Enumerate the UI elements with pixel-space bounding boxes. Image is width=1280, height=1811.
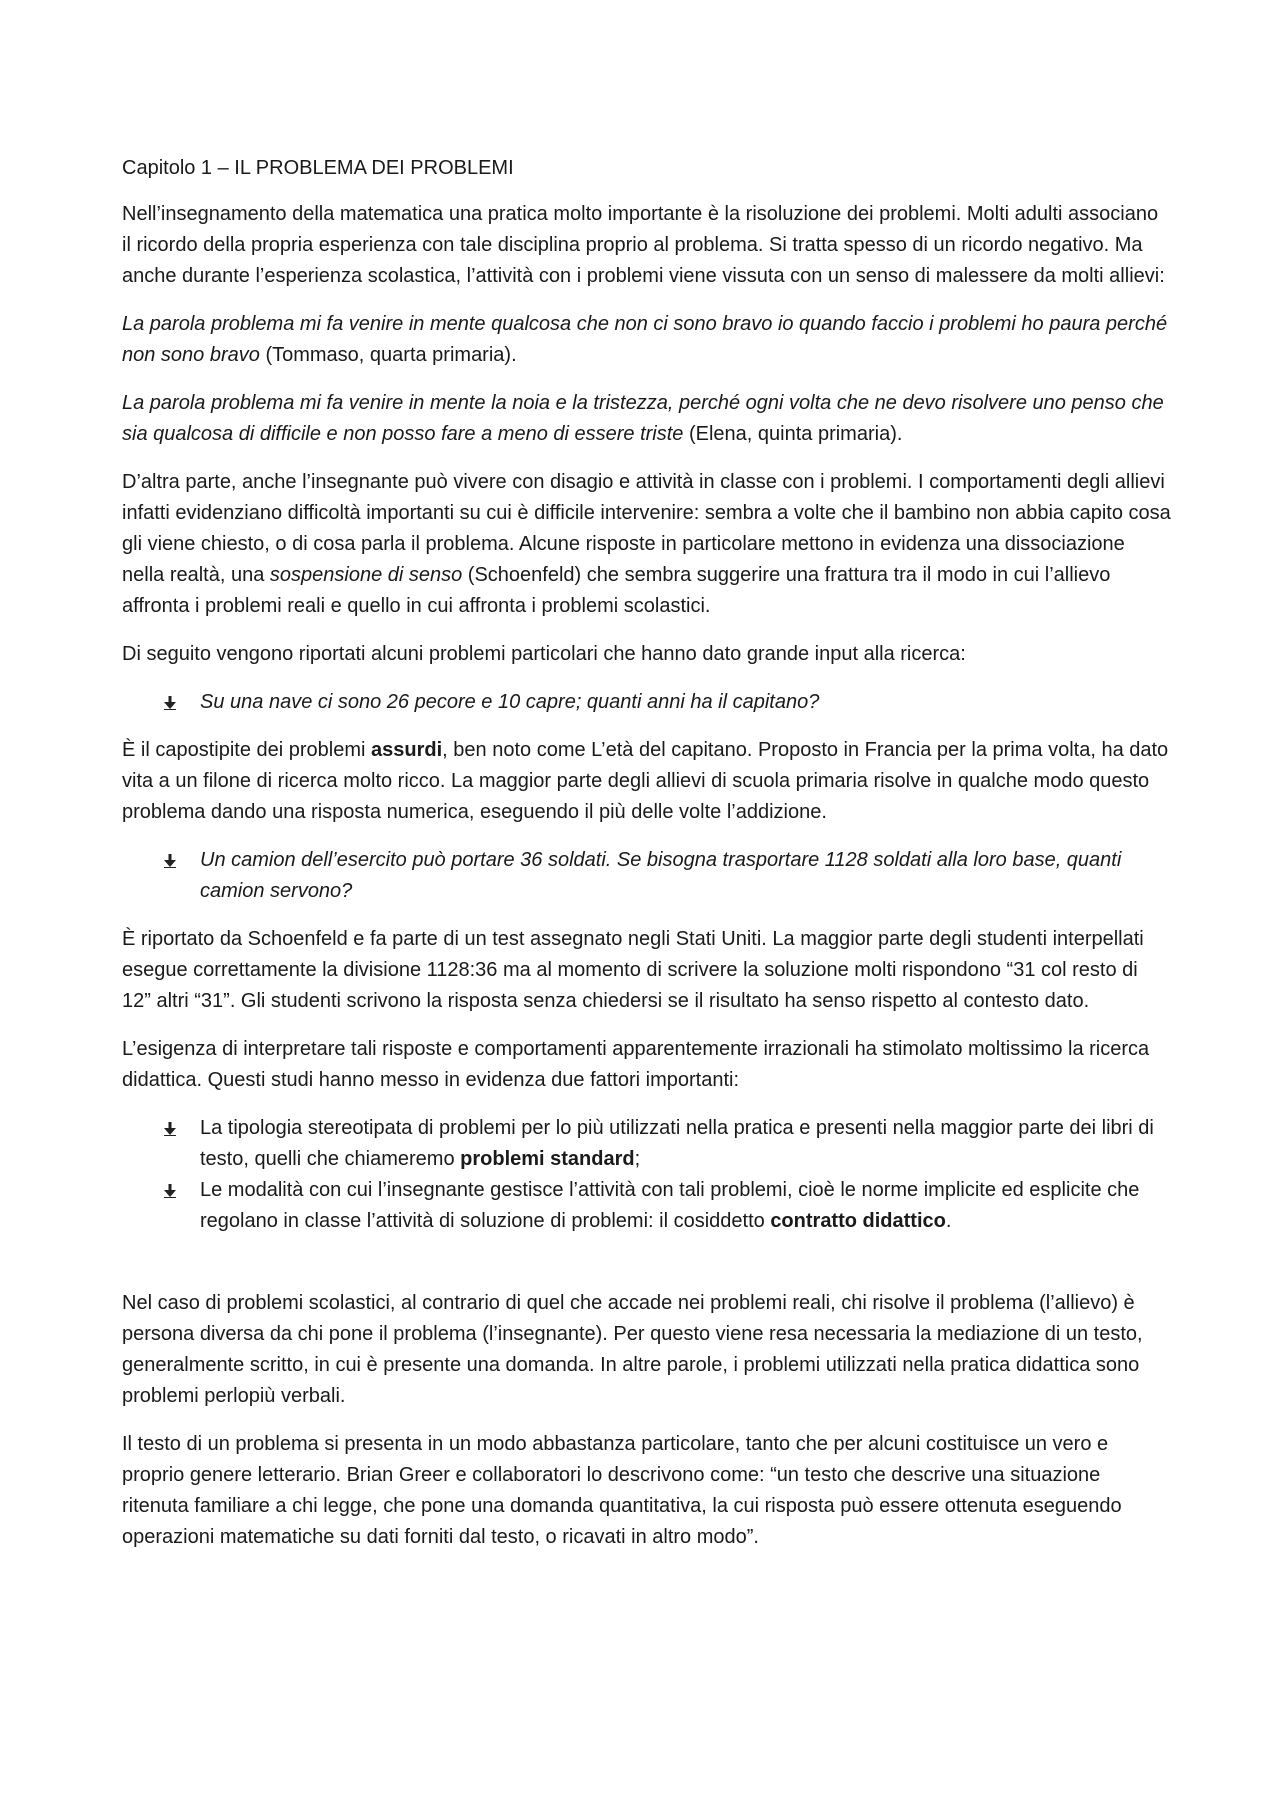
down-arrow-bullet-icon xyxy=(162,1113,178,1144)
down-arrow-bullet-icon xyxy=(162,845,178,876)
quote-attribution: (Tommaso, quarta primaria). xyxy=(259,344,517,366)
problem-text-paragraph: Il testo di un problema si presenta in un modo abbastanza particolare, tanto che per alcuni costituisce un vero e proprio genere letterario. Brian Greer e collaboratori lo descrivono come: “un testo che descrive una situazione ritenuta familiare a chi legge, che pone una domanda quantitativa, la cui risposta può essere ottenuta eseguendo operazioni matematiche su dati forniti dal testo, o ricavati in altro modo”. xyxy=(122,1433,1122,1548)
example2-question: Un camion dell’esercito può portare 36 soldati. Se bisogna trasportare 1128 soldati alla loro base, quanti camion servono? xyxy=(200,849,1122,902)
example1-list xyxy=(122,687,1172,718)
paragraph-text: D’altra parte, anche l’insegnante può vivere con disagio e attività in classe con i problemi. I comportamenti degli allievi infatti evidenziano difficoltà importanti su cui è difficile intervenire: sembra a volte che il bambino non abbia capito cosa gli viene chiesto, o di cosa parla il problema. Alcune risposte in particolare mettono in evidenza una dissociazione nella realtà, una xyxy=(122,471,1171,586)
examples-intro: Di seguito vengono riportati alcuni problemi particolari che hanno dato grande input alla ricerca: xyxy=(122,643,966,665)
list-item xyxy=(122,1113,1172,1175)
example1-question: Su una nave ci sono 26 pecore e 10 capre; quanti anni ha il capitano? xyxy=(200,691,820,713)
paragraph-text: È il capostipite dei problemi xyxy=(122,739,372,761)
school-problems-paragraph: Nel caso di problemi scolastici, al contrario di quel che accade nei problemi reali, chi risolve il problema (l’allievo) è persona diversa da chi pone il problema (l’insegnante). Per questo viene resa necessaria la mediazione di un testo, generalmente scritto, in cui è presente una domanda. In altre parole, i problemi utilizzati nella pratica didattica sono problemi perlopiù verbali. xyxy=(122,1292,1143,1407)
down-arrow-bullet-icon xyxy=(162,1175,178,1206)
example1-comment xyxy=(122,735,1172,828)
list-item-text: Le modalità con cui l’insegnante gestisce l’attività con tali problemi, cioè le norme implicite ed esplicite che regolano in classe l’attività di soluzione di problemi: il cosiddetto xyxy=(200,1179,1140,1232)
list-item-text: . xyxy=(945,1210,952,1232)
emphasis-text: sospensione di senso xyxy=(269,564,463,586)
example2-list xyxy=(122,845,1172,907)
bold-text: assurdi xyxy=(371,739,443,761)
chapter-title: Capitolo 1 – IL PROBLEMA DEI PROBLEMI xyxy=(122,157,514,179)
list-item-text: ; xyxy=(634,1148,641,1170)
paragraph-text: , ben noto come L’età del capitano. Proposto in Francia per la prima volta, ha dato vita a un filone di ricerca molto ricco. La maggior parte degli allievi di scuola primaria risolve in qualche modo questo problema dando una risposta numerica, eseguendo il più delle volte l’addizione. xyxy=(122,739,1169,823)
list-item-text: La tipologia stereotipata di problemi per lo più utilizzati nella pratica e presenti nella maggior parte dei libri di testo, quelli che chiameremo xyxy=(200,1117,1154,1170)
factors-intro: L’esigenza di interpretare tali risposte e comportamenti apparentemente irrazionali ha stimolato moltissimo la ricerca didattica. Questi studi hanno messo in evidenza due fattori importanti: xyxy=(122,1038,1150,1091)
spacer xyxy=(122,1254,1172,1288)
quote-elena xyxy=(122,388,1172,450)
teacher-paragraph xyxy=(122,467,1172,622)
quote-text: La parola problema mi fa venire in mente qualcosa che non ci sono bravo io quando faccio i problemi ho paura perché non sono bravo xyxy=(122,313,1168,366)
example2-comment: È riportato da Schoenfeld e fa parte di un test assegnato negli Stati Uniti. La maggior parte degli studenti interpellati esegue correttamente la divisione 1128:36 ma al momento di scrivere la soluzione molti rispondono “31 col resto di 12” altri “31”. Gli studenti scrivono la risposta senza chiedersi se il risultato ha senso rispetto al contesto dato. xyxy=(122,928,1144,1012)
down-arrow-bullet-icon xyxy=(162,687,178,718)
list-item xyxy=(122,1175,1172,1237)
factors-list xyxy=(122,1113,1172,1237)
list-item xyxy=(122,845,1172,907)
list-item xyxy=(122,687,1172,718)
paragraph-text: (Schoenfeld) che sembra suggerire una frattura tra il modo in cui l’allievo affronta i problemi reali e quello in cui affronta i problemi scolastici. xyxy=(122,564,1111,617)
bold-text: problemi standard xyxy=(460,1148,635,1170)
quote-tommaso xyxy=(122,309,1172,371)
bold-text: contratto didattico xyxy=(770,1210,946,1232)
quote-attribution: (Elena, quinta primaria). xyxy=(683,423,903,445)
intro-paragraph: Nell’insegnamento della matematica una pratica molto importante è la risoluzione dei problemi. Molti adulti associano il ricordo della propria esperienza con tale disciplina proprio al problema. Si tratta spesso di un ricordo negativo. Ma anche durante l’esperienza scolastica, l’attività con i problemi viene vissuta con un senso di malessere da molti allievi: xyxy=(122,203,1165,287)
document-page xyxy=(122,153,1172,1570)
quote-text: La parola problema mi fa venire in mente la noia e la tristezza, perché ogni volta che ne devo risolvere uno penso che sia qualcosa di difficile e non posso fare a meno di essere triste xyxy=(122,392,1164,445)
